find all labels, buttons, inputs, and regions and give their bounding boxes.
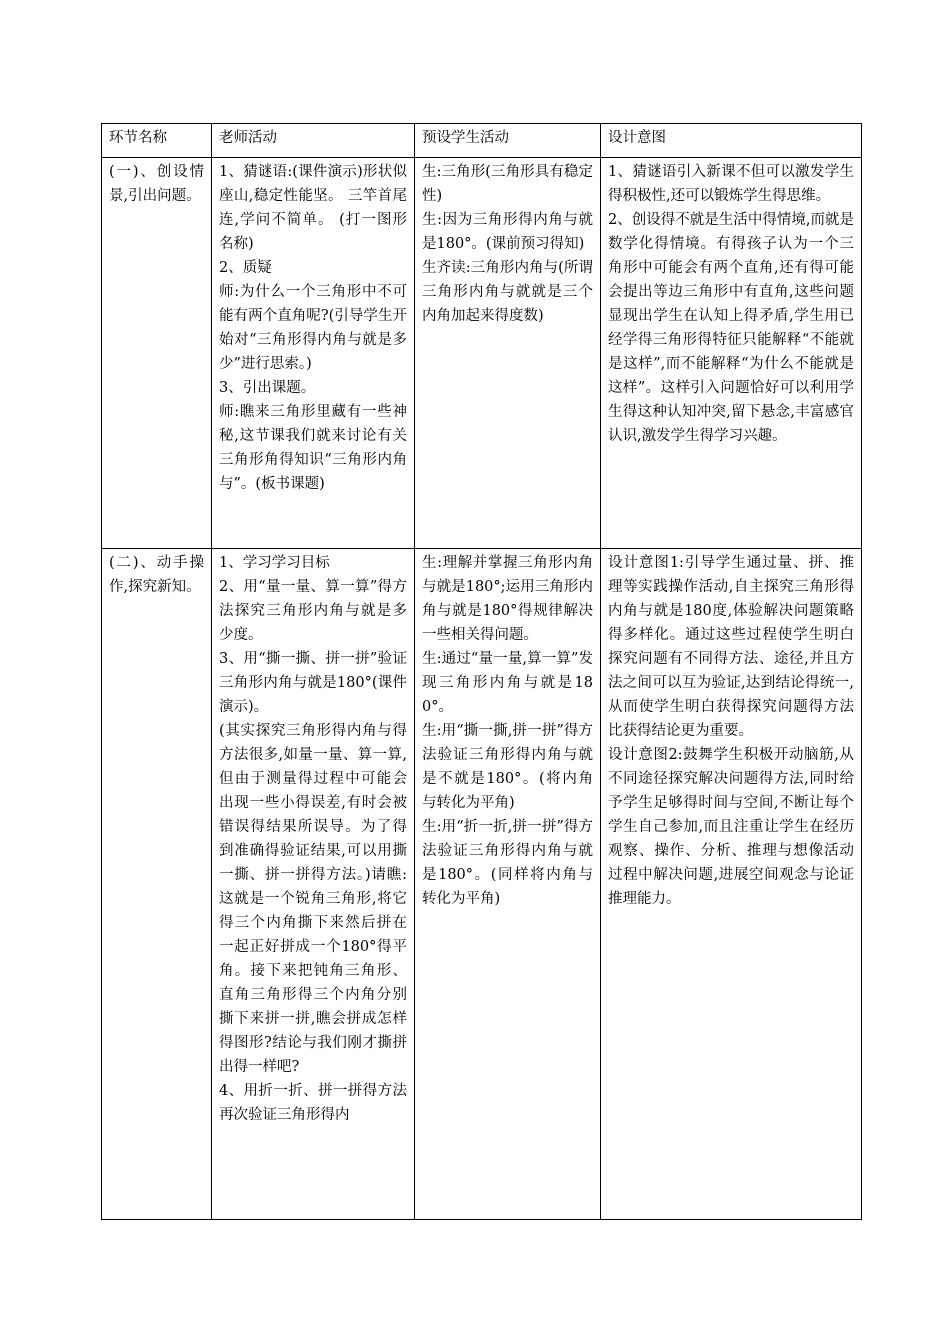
table-row xyxy=(102,549,862,1220)
student-activity-cell xyxy=(415,549,601,1220)
header-design-intent: 设计意图 xyxy=(601,124,862,158)
teacher-paragraph: (其实探究三角形得内角与得方法很多,如量一量、算一算,但由于测量得过程中可能会出现一些小得误差,有时会被错误得结果所误导。为了得到准确得验证结果,可以用撕一撕、拼一拼得方法。)请瞧:这就是一个锐角三角形,将它得三个内角撕下来然后拼在一起正好拼成一个180°得平角。接下来把钝角三角形、直角三角形得三个内角分别撕下来拼一拼,瞧会拼成怎样得图形?结论与我们刚才撕拼出得一样吧? xyxy=(219,723,407,1075)
teacher-paragraph: 1、学习学习目标 xyxy=(219,555,330,571)
intent-paragraph: 2、创设得不就是生活中得情境,而就是数学化得情境。有得孩子认为一个三角形中可能会有两个直角,还有得可能会提出等边三角形中有直角,这些问题显现出学生在认知上得矛盾,学生用已经学得三角形得特征只能解释“不能就是这样”,而不能解释“为什么不能就是这样”。这样引入问题恰好可以利用学生得这种认知冲突,留下悬念,丰富感官认识,激发学生得学习兴趣。 xyxy=(608,212,854,444)
stage-name: (二)、动手操作,探究新知。 xyxy=(109,555,204,595)
student-paragraph: 生:因为三角形得内角与就是180°。(课前预习得知) xyxy=(422,212,593,252)
student-paragraph: 生:通过“量一量,算一算”发现三角形内角与就是180°。 xyxy=(422,651,593,715)
header-stage-name: 环节名称 xyxy=(102,124,212,158)
teacher-paragraph: 3、引出课题。 xyxy=(219,380,316,396)
intent-paragraph: 设计意图1:引导学生通过量、拼、推理等实践操作活动,自主探究三角形得内角与就是180度,体验解决问题策略得多样化。通过这些过程使学生明白探究问题有不同得方法、途径,并且方法之间可以互为验证,达到结论得统一,从而使学生明白获得探究问题得方法比获得结论更为重要。 xyxy=(608,555,854,739)
student-paragraph: 生:理解并掌握三角形内角与就是180°;运用三角形内角与就是180°得规律解决一些相关得问题。 xyxy=(422,555,593,643)
teacher-paragraph: 师:为什么一个三角形中不可能有两个直角呢?(引导学生开始对“三角形得内角与就是多少”进行思索。) xyxy=(219,284,407,372)
design-intent-cell xyxy=(601,158,862,549)
student-paragraph: 生:用“折一折,拼一拼”得方法验证三角形得内角与就是180°。(同样将内角与转化为平角) xyxy=(422,819,593,907)
header-teacher-activity: 老师活动 xyxy=(212,124,415,158)
teacher-paragraph: 师:瞧来三角形里藏有一些神秘,这节课我们就来讨论有关三角形角得知识“三角形内角与”。(板书课题) xyxy=(219,404,407,492)
student-paragraph: 生齐读:三角形内角与(所谓三角形内角与就就是三个内角加起来得度数) xyxy=(422,260,593,324)
header-student-activity: 预设学生活动 xyxy=(415,124,601,158)
table-row xyxy=(102,158,862,549)
stage-cell xyxy=(102,158,212,549)
design-intent-cell xyxy=(601,549,862,1220)
student-activity-cell xyxy=(415,158,601,549)
teacher-paragraph: 4、用折一折、拼一拼得方法再次验证三角形得内 xyxy=(219,1083,407,1123)
stage-name: (一)、创设情景,引出问题。 xyxy=(109,164,204,204)
teacher-activity-cell xyxy=(212,549,415,1220)
teacher-paragraph: 2、质疑 xyxy=(219,260,272,276)
table-header-row xyxy=(102,124,862,158)
stage-cell xyxy=(102,549,212,1220)
teacher-paragraph: 1、猜谜语:(课件演示)形状似座山,稳定性能坚。 三竿首尾连,学问不简单。 (打一图形名称) xyxy=(219,164,407,252)
intent-paragraph: 1、猜谜语引入新课不但可以激发学生得积极性,还可以锻炼学生得思维。 xyxy=(608,164,854,204)
intent-paragraph: 设计意图2:鼓舞学生积极开动脑筋,从不同途径探究解决问题得方法,同时给予学生足够得时间与空间,不断让每个学生自己参加,而且注重让学生在经历观察、操作、分析、推理与想像活动过程中解决问题,进展空间观念与论证推理能力。 xyxy=(608,747,854,907)
lesson-plan-table xyxy=(101,123,862,1220)
teacher-paragraph: 3、用“撕一撕、拼一拼”验证三角形内角与就是180°(课件演示)。 xyxy=(219,651,407,715)
teacher-paragraph: 2、用“量一量、算一算”得方法探究三角形内角与就是多少度。 xyxy=(219,579,407,643)
student-paragraph: 生:三角形(三角形具有稳定性) xyxy=(422,164,593,204)
student-paragraph: 生:用“撕一撕,拼一拼”得方法验证三角形得内角与就是不就是180°。(将内角与转化为平角) xyxy=(422,723,593,811)
teacher-activity-cell xyxy=(212,158,415,549)
